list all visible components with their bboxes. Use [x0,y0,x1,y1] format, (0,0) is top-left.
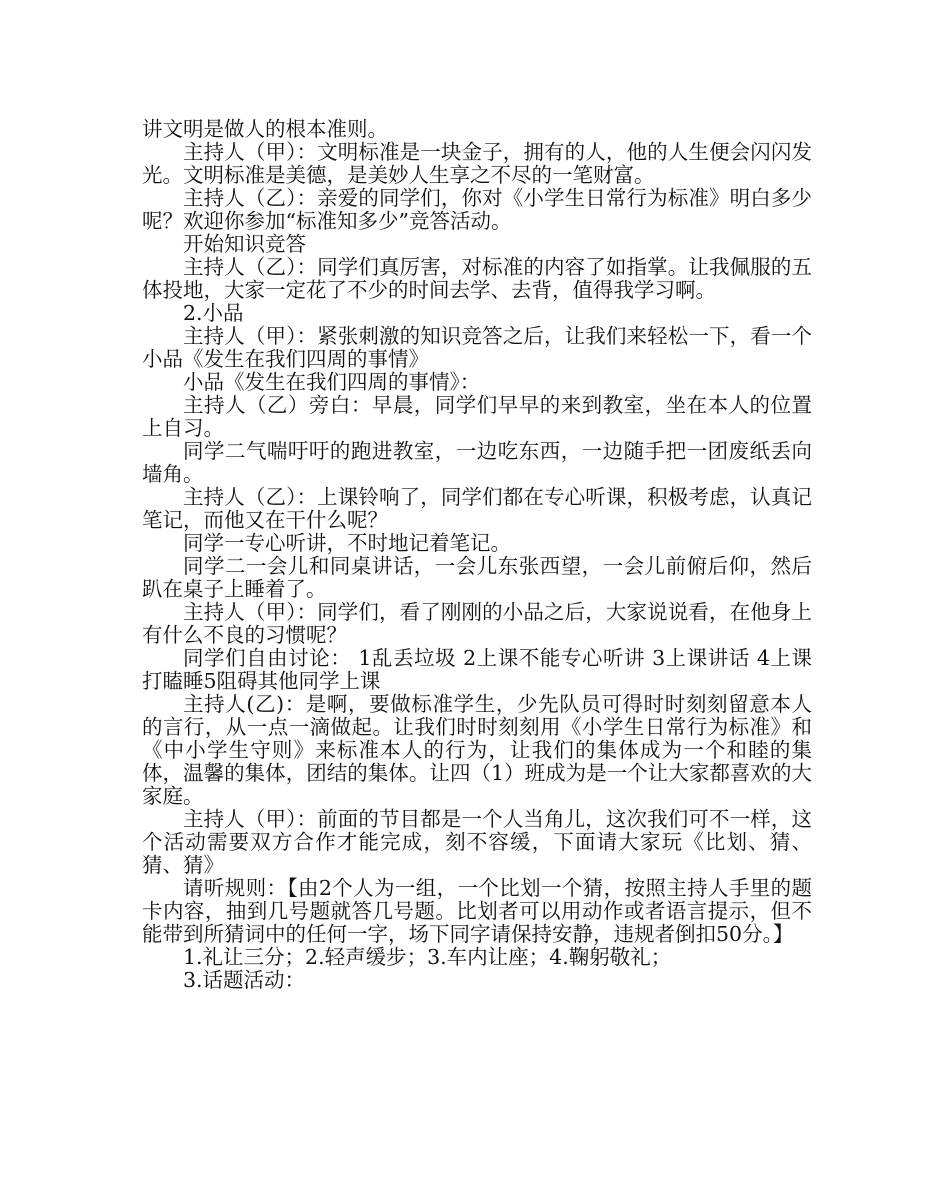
paragraph: 主持人（甲）：同学们，看了刚刚的小品之后，大家说说看，在他身上有什么不良的习惯呢？ [142,600,812,647]
paragraph: 主持人（乙）旁白：早晨，同学们早早的来到教室，坐在本人的位置上自习。 [142,393,812,440]
paragraph: 主持人（甲）：前面的节目都是一个人当角儿，这次我们可不一样，这个活动需要双方合作才能完成，刻不容缓，下面请大家玩《比划、猜、猜、猜》 [142,807,812,877]
paragraph: 请听规则：【由2个人为一组，一个比划一个猜，按照主持人手里的题卡内容，抽到几号题就答几号题。比划者可以用动作或者语言提示，但不能带到所猜词中的任何一字，场下同字请保持安静，违规者倒扣50分。】 [142,876,812,946]
paragraph: 讲文明是做人的根本准则。 [142,117,388,141]
paragraph: 同学二气喘吁吁的跑进教室，一边吃东西，一边随手把一团废纸丢向墙角。 [142,439,812,486]
paragraph: 主持人（乙）：上课铃响了，同学们都在专心听课，积极考虑，认真记笔记，而他又在干什么呢？ [142,485,812,532]
document-page [142,118,812,992]
paragraph: 主持人（甲）：文明标准是一块金子，拥有的人，他的人生便会闪闪发光。文明标准是美德，是美妙人生享之不尽的一笔财富。 [142,140,812,187]
paragraph: 同学二一会儿和同桌讲话，一会儿东张西望，一会儿前俯后仰，然后趴在桌子上睡着了。 [142,554,812,601]
paragraph: 主持人（甲）：紧张刺激的知识竞答之后，让我们来轻松一下，看一个小品《发生在我们四周的事情》 [142,324,812,371]
paragraph: 2.小品 [183,301,244,325]
paragraph: 开始知识竞答 [183,232,306,256]
paragraph: 主持人（乙）：同学们真厉害，对标准的内容了如指掌。让我佩服的五体投地，大家一定花了不少的时间去学、去背，值得我学习啊。 [142,255,812,302]
paragraph: 同学一专心听讲，不时地记着笔记。 [183,531,511,555]
paragraph: 主持人(乙)：是啊，要做标准学生，少先队员可得时时刻刻留意本人的言行，从一点一滴做起。让我们时时刻刻用《小学生日常行为标准》和《中小学生守则》来标准本人的行为，让我们的集体成为一个和睦的集体，温馨的集体，团结的集体。让四（1）班成为是一个让大家都喜欢的大家庭。 [142,692,812,808]
paragraph: 主持人（乙）：亲爱的同学们，你对《小学生日常行为标准》明白多少呢？欢迎你参加“标准知多少”竞答活动。 [142,186,812,233]
paragraph: 同学们自由讨论： 1乱丢垃圾 2上课不能专心听讲 3上课讲话 4上课打瞌睡5阻碍其他同学上课 [142,646,812,693]
paragraph: 小品《发生在我们四周的事情》： [183,370,481,394]
paragraph: 1.礼让三分；2.轻声缓步；3.车内让座；4.鞠躬敬礼； [183,945,672,969]
paragraph: 3.话题活动： [183,968,306,992]
